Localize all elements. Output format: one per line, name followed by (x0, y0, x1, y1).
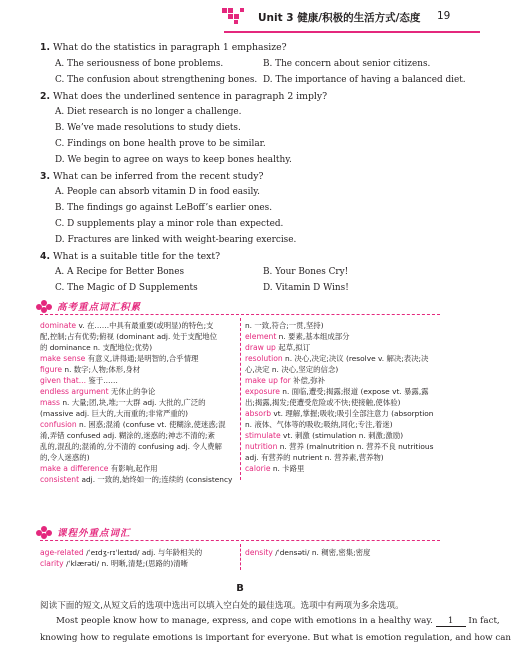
option-c[interactable]: C. Findings on bone health prove to be similar. (55, 139, 266, 149)
vocab-line (245, 353, 445, 364)
vocab-definition: 淆,弄错 confused adj. 糊涂的,迷惑的;神志不清的;紊 (40, 431, 215, 440)
vocab-definition: 有影响,起作用 (108, 464, 158, 473)
vocab-line (40, 474, 236, 485)
part-b-label: B (236, 583, 244, 594)
vocab-line (40, 430, 236, 441)
vocab-term: draw up (245, 343, 276, 352)
option-c[interactable]: C. D supplements play a minor role than expected. (55, 219, 284, 229)
vocab-line (40, 353, 236, 364)
passage-line-1: Most people know how to manage, express, and cope with emotions in a healthy way. 1 In fact, (56, 616, 500, 626)
vocab-line (40, 441, 236, 452)
vocab-definition: 心,决定 n. 决心,坚定的信念) (245, 365, 339, 374)
vocab-line (245, 364, 445, 375)
vocab-definition: n. 一致,符合;一贯,坚持) (245, 321, 324, 330)
flower-icon (36, 300, 54, 313)
vocab-line (40, 331, 236, 342)
flower-icon (36, 526, 54, 539)
vocab-definition: 配,控制;占有优势;俯视 (dominant adj. 处于支配地位 (40, 332, 218, 341)
vocab-line (40, 397, 236, 408)
extra-vocab-section-title: 课程外重点词汇 (36, 524, 131, 540)
vocab-term: density (245, 548, 273, 557)
option-b[interactable]: B. Your Bones Cry! (263, 267, 349, 277)
vocab-definition: /ˈklærəti/ n. 明晰,清楚;(思路的)清晰 (63, 559, 188, 568)
option-c[interactable]: C. The Magic of D Supplements (55, 283, 198, 293)
vocab-definition: vt. 理解,掌握;吸收;吸引全部注意力 (absorption (271, 409, 434, 418)
option-d[interactable]: D. Vitamin D Wins! (263, 283, 349, 293)
vocab-term: given that... (40, 376, 86, 385)
vocab-definition: n. 营养 (malnutrition n. 营养不良 nutritious (277, 442, 434, 451)
vocab-term: calorie (245, 464, 271, 473)
vocab-line (245, 397, 445, 408)
vocab-term: dominate (40, 321, 77, 330)
option-a[interactable]: A. People can absorb vitamin D in food easily. (55, 187, 260, 197)
vocab-definition: 起草,拟订 (275, 343, 311, 352)
vocab-line (245, 342, 445, 353)
option-b[interactable]: B. The findings go against LeBoff’s earlier ones. (55, 203, 273, 213)
vocab-line (245, 441, 445, 452)
vocab-line (245, 320, 445, 331)
blank-1[interactable]: 1 (436, 616, 466, 627)
vocab-definition: n. 困惑;混淆 (confuse vt. 使糊涂,使迷惑;混 (76, 420, 226, 429)
vocab-definition: n. 面临,遭受;揭露;报道 (expose vt. 暴露,露 (279, 387, 429, 396)
vocab-term: consistent (40, 475, 80, 484)
vocab-line (40, 408, 236, 419)
vocab-line (245, 331, 445, 342)
vocab-definition: 出;揭露,揭发;使遭受危险或不快;使接触,使体验) (245, 398, 401, 407)
column-divider (240, 318, 241, 480)
vocab-line (40, 386, 236, 397)
vocab-term: make up for (245, 376, 291, 385)
vocab-definition: (massive adj. 巨大的,大而重的;非常严重的) (40, 409, 189, 418)
vocab-section-title: 高考重点词汇积累 (36, 298, 141, 314)
vocab-line (245, 375, 445, 386)
vocab-term: absorb (245, 409, 272, 418)
vocab-definition: 补偿,弥补 (290, 376, 326, 385)
vocab-line (40, 547, 236, 558)
option-d[interactable]: D. We begin to agree on ways to keep bones healthy. (55, 155, 292, 165)
vocab-line (40, 419, 236, 430)
section-divider (40, 540, 440, 542)
header-rule (224, 31, 480, 33)
vocab-line (245, 547, 445, 558)
vocab-term: make a difference (40, 464, 109, 473)
vocab-definition: n. 大量;团,块,堆;一大群 adj. 大批的,广泛的 (59, 398, 206, 407)
vocab-line (245, 408, 445, 419)
vocab-definition: 鉴于…… (86, 376, 118, 385)
vocab-definition: n. 数字;人物;体形,身材 (62, 365, 141, 374)
vocab-definition: n. 要素,基本组成部分 (276, 332, 350, 341)
section-divider (40, 314, 440, 316)
vocab-definition: n. 液体、气体等的吸收;吸纳,同化;专注,着迷) (245, 420, 393, 429)
vocab-line (245, 419, 445, 430)
vocab-line (245, 452, 445, 463)
vocab-term: confusion (40, 420, 77, 429)
passage-line-2: knowing how to regulate emotions is important for everyone. But what is emotion regulation, and how can (40, 633, 511, 643)
vocab-term: element (245, 332, 277, 341)
vocab-term: make sense (40, 354, 86, 363)
option-a[interactable]: A. Diet research is no longer a challenge. (55, 107, 242, 117)
vocab-line (40, 375, 236, 386)
vocab-line (40, 342, 236, 353)
vocab-term: exposure (245, 387, 280, 396)
vocab-line (40, 463, 236, 474)
vocab-line (40, 452, 236, 463)
vocab-line (245, 386, 445, 397)
vocab-line (245, 430, 445, 441)
vocab-line (245, 463, 445, 474)
vocab-definition: /ˈdensəti/ n. 稠密,密集;密度 (272, 548, 371, 557)
vocab-term: endless argument (40, 387, 109, 396)
option-b[interactable]: B. We’ve made resolutions to study diets. (55, 123, 241, 133)
question-stem: 2. What does the underlined sentence in paragraph 2 imply? (40, 91, 328, 102)
vocab-definition: 的 dominance n. 支配地位;优势) (40, 343, 153, 352)
vocab-definition: 的,令人迷惑的) (40, 453, 90, 462)
option-d[interactable]: D. Fractures are linked with weight-bearing exercise. (55, 235, 297, 245)
vocab-definition: 乱的,混乱的;混淆的,分不清的 confusing adj. 令人费解 (40, 442, 222, 451)
vocab-term: clarity (40, 559, 64, 568)
vocab-term: nutrition (245, 442, 278, 451)
page-header (0, 0, 480, 34)
vocab-definition: 有意义,讲得通;是明智的,合乎情理 (85, 354, 199, 363)
vocab-definition: n. 决心,决定;决议 (resolve v. 解决;表决;决 (282, 354, 429, 363)
vocab-term: stimulate (245, 431, 281, 440)
vocab-definition: n. 卡路里 (270, 464, 305, 473)
vocab-line (40, 320, 236, 331)
vocab-line (40, 558, 236, 569)
vocab-definition: /ˈeɪdʒ-rɪˈleɪtɪd/ adj. 与年龄相关的 (83, 548, 203, 557)
option-b[interactable]: B. The concern about senior citizens. (263, 59, 431, 69)
vocab-definition: v. 在……中具有最重要(或明显)的特色;支 (76, 321, 214, 330)
option-d[interactable]: D. The importance of having a balanced diet. (263, 75, 466, 85)
vocab-definition: adj. 一致的,始终如一的;连续的 (consistency (79, 475, 233, 484)
vocab-line (40, 364, 236, 375)
instruction-text: 阅读下面的短文,从短文后的选项中选出可以填入空白处的最佳选项。选项中有两项为多余选项。 (40, 601, 404, 611)
column-divider (240, 544, 241, 570)
vocab-term: figure (40, 365, 63, 374)
option-c[interactable]: C. The confusion about strengthening bones. (55, 75, 258, 85)
question-stem: 3. What can be inferred from the recent study? (40, 171, 264, 182)
option-a[interactable]: A. The seriousness of bone problems. (55, 59, 224, 69)
vocab-term: age-related (40, 548, 84, 557)
option-a[interactable]: A. A Recipe for Better Bones (55, 267, 185, 277)
vocab-definition: adj. 有营养的 nutrient n. 营养素,营养物) (245, 453, 384, 462)
question-stem: 1. What do the statistics in paragraph 1 emphasize? (40, 42, 287, 53)
page-number: 19 (437, 10, 451, 22)
vocab-term: mass (40, 398, 60, 407)
unit-title: Unit 3 健康/积极的生活方式/态度 (258, 12, 421, 24)
header-decoration (222, 8, 252, 24)
vocab-definition: vt. 刺激 (stimulation n. 刺激;激励) (280, 431, 404, 440)
vocab-definition: 无休止的争论 (108, 387, 156, 396)
question-stem: 4. What is a suitable title for the text? (40, 251, 221, 262)
vocab-term: resolution (245, 354, 283, 363)
